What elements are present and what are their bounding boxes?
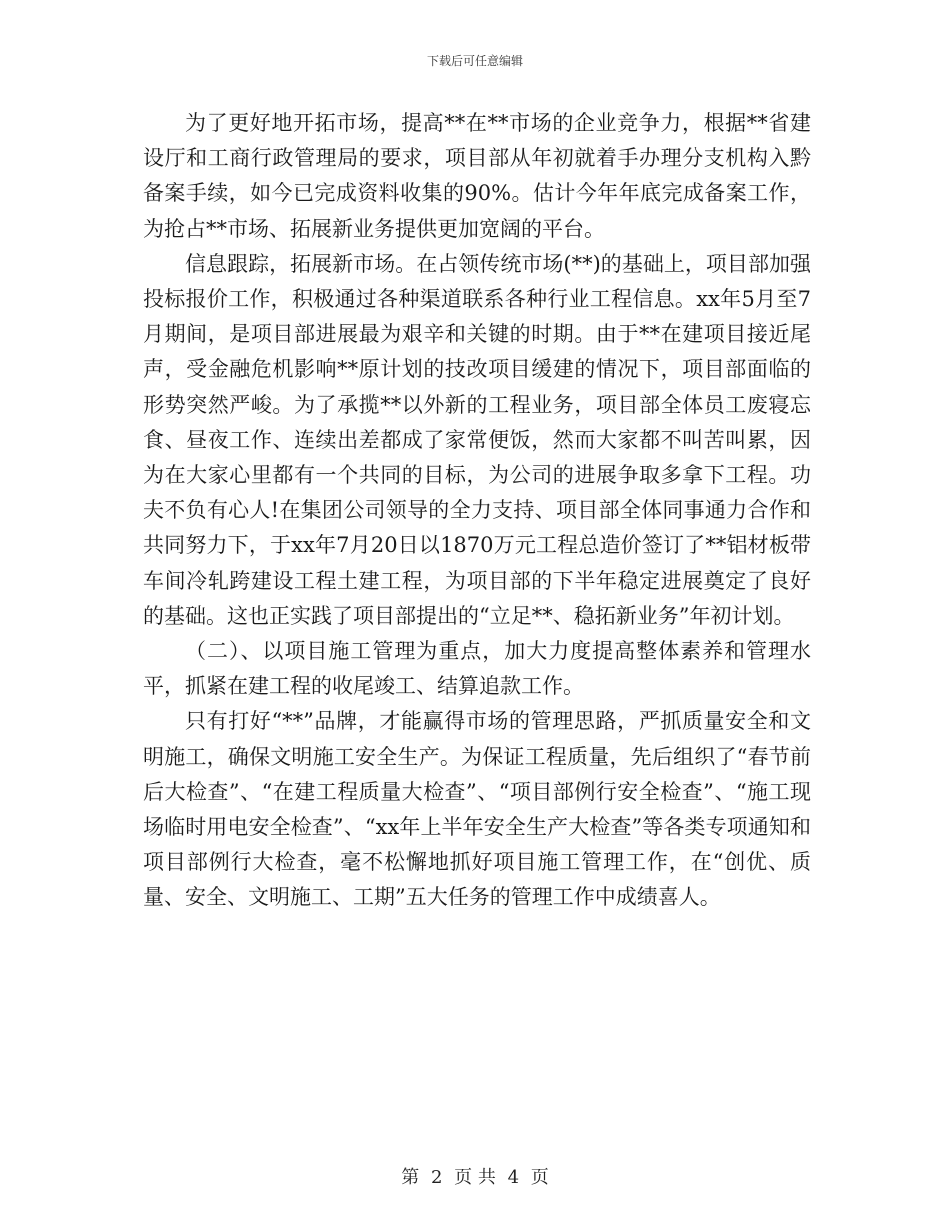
page-header-note: 下载后可任意编辑: [426, 54, 523, 68]
paragraph-3: （二）、以项目施工管理为重点，加大力度提高整体素养和管理水平，抓紧在建工程的收尾竣工、结算追款工作。: [143, 639, 811, 699]
paragraph-2: 信息跟踪，拓展新市场。在占领传统市场(**)的基础上，项目部加强投标报价工作，积极通过各种渠道联系各种行业工程信息。xx年5月至7月期间，是项目部进展最为艰辛和关键的时期。由于**在建项目接近尾声，受金融危机影响**原计划的技改项目缓建的情况下，项目部面临的形势突然严峻。为了承揽**以外新的工程业务，项目部全体员工废寝忘食、昼夜工作、连续出差都成了家常便饭，然而大家都不叫苦叫累，因为在大家心里都有一个共同的目标，为公司的进展争取多拿下工程。功夫不负有心人!在集团公司领导的全力支持、项目部全体同事通力合作和共同努力下，于xx年7月20日以1870万元工程总造价签订了**铝材板带车间冷轧跨建设工程土建工程，为项目部的下半年稳定进展奠定了良好的基础。这也正实践了项目部提出的“立足**、稳拓新业务”年初计划。: [143, 251, 811, 628]
current-page-number: 2: [430, 1167, 443, 1188]
footer-prefix: 第: [401, 1167, 420, 1188]
paragraph-4: 只有打好“**”品牌，才能赢得市场的管理思路，严抓质量安全和文明施工，确保文明施工安全生产。为保证工程质量，先后组织了“春节前后大检查”、“在建工程质量大检查”、“项目部例行安全检查”、“施工现场临时用电安全检查”、“xx年上半年安全生产大检查”等各类专项通知和项目部例行大检查，毫不松懈地抓好项目施工管理工作，在“创优、质量、安全、文明施工、工期”五大任务的管理工作中成绩喜人。: [143, 709, 811, 910]
footer-suffix: 页: [530, 1167, 549, 1188]
footer-middle: 页 共: [454, 1167, 496, 1188]
total-page-number: 4: [507, 1167, 520, 1188]
paragraph-1: 为了更好地开拓市场，提高**在**市场的企业竞争力，根据**省建设厅和工商行政管理局的要求，项目部从年初就着手办理分支机构入黔备案手续，如今已完成资料收集的90%。估计今年年底完成备案工作，为抢占**市场、拓展新业务提供更加宽阔的平台。: [143, 111, 811, 241]
page-footer: [0, 1163, 950, 1189]
document-body: [143, 106, 811, 916]
